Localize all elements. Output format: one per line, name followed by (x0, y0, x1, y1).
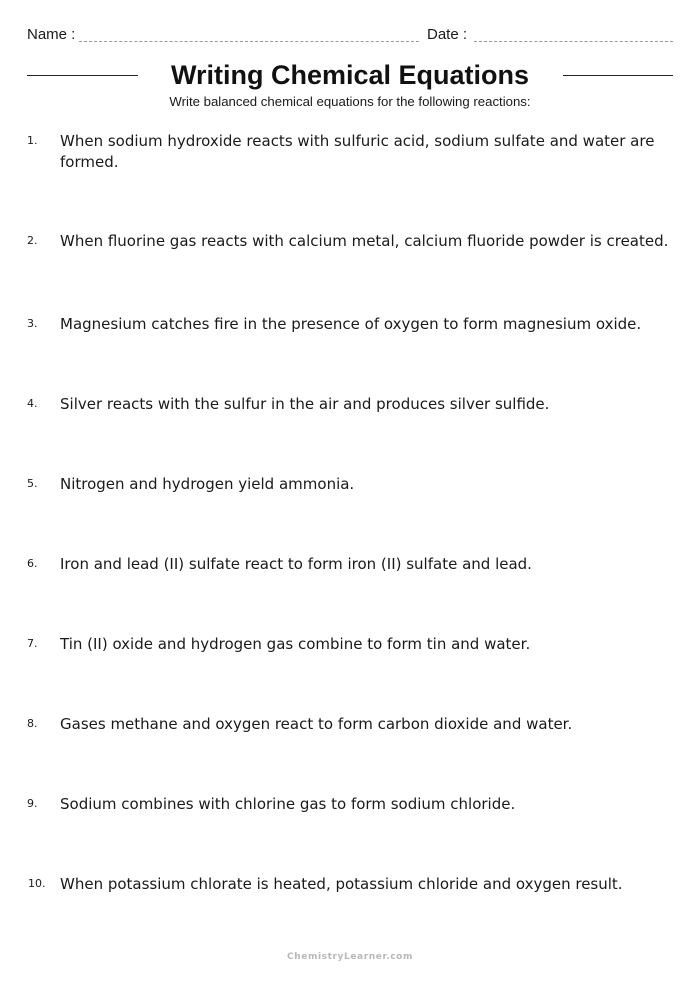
question-text: When sodium hydroxide reacts with sulfuric acid, sodium sulfate and water are formed. (60, 132, 655, 171)
date-label: Date : (427, 26, 468, 43)
question-number: 3. (27, 317, 38, 330)
question-text: Gases methane and oxygen react to form carbon dioxide and water. (60, 715, 573, 733)
question-number: 8. (27, 717, 38, 730)
question-text: Nitrogen and hydrogen yield ammonia. (60, 475, 355, 493)
question-text: Sodium combines with chlorine gas to form sodium chloride. (60, 795, 516, 813)
name-label: Name : (27, 26, 76, 43)
header-fields (27, 24, 673, 46)
question-number: 5. (27, 477, 38, 490)
question-text: Magnesium catches fire in the presence of oxygen to form magnesium oxide. (60, 315, 642, 333)
name-field[interactable] (79, 41, 419, 42)
question-text: Tin (II) oxide and hydrogen gas combine to form tin and water. (60, 635, 531, 653)
question-number: 9. (27, 797, 38, 810)
question-number: 10. (28, 877, 46, 890)
question-text: Silver reacts with the sulfur in the air and produces silver sulfide. (60, 395, 550, 413)
question-text: When fluorine gas reacts with calcium metal, calcium fluoride powder is created. (60, 232, 669, 250)
question-number: 7. (27, 637, 38, 650)
question-number: 6. (27, 557, 38, 570)
question-number: 4. (27, 397, 38, 410)
instructions: Write balanced chemical equations for the following reactions: (169, 94, 531, 109)
title-row (27, 58, 673, 94)
question-number: 2. (27, 234, 38, 247)
page-title: Writing Chemical Equations (170, 60, 530, 90)
title-rule-right (563, 75, 673, 76)
footer-watermark: ChemistryLearner.com (287, 952, 413, 962)
question-number: 1. (27, 134, 38, 147)
question-text: Iron and lead (II) sulfate react to form iron (II) sulfate and lead. (60, 555, 532, 573)
question-text: When potassium chlorate is heated, potassium chloride and oxygen result. (60, 875, 623, 893)
date-field[interactable] (474, 41, 673, 42)
